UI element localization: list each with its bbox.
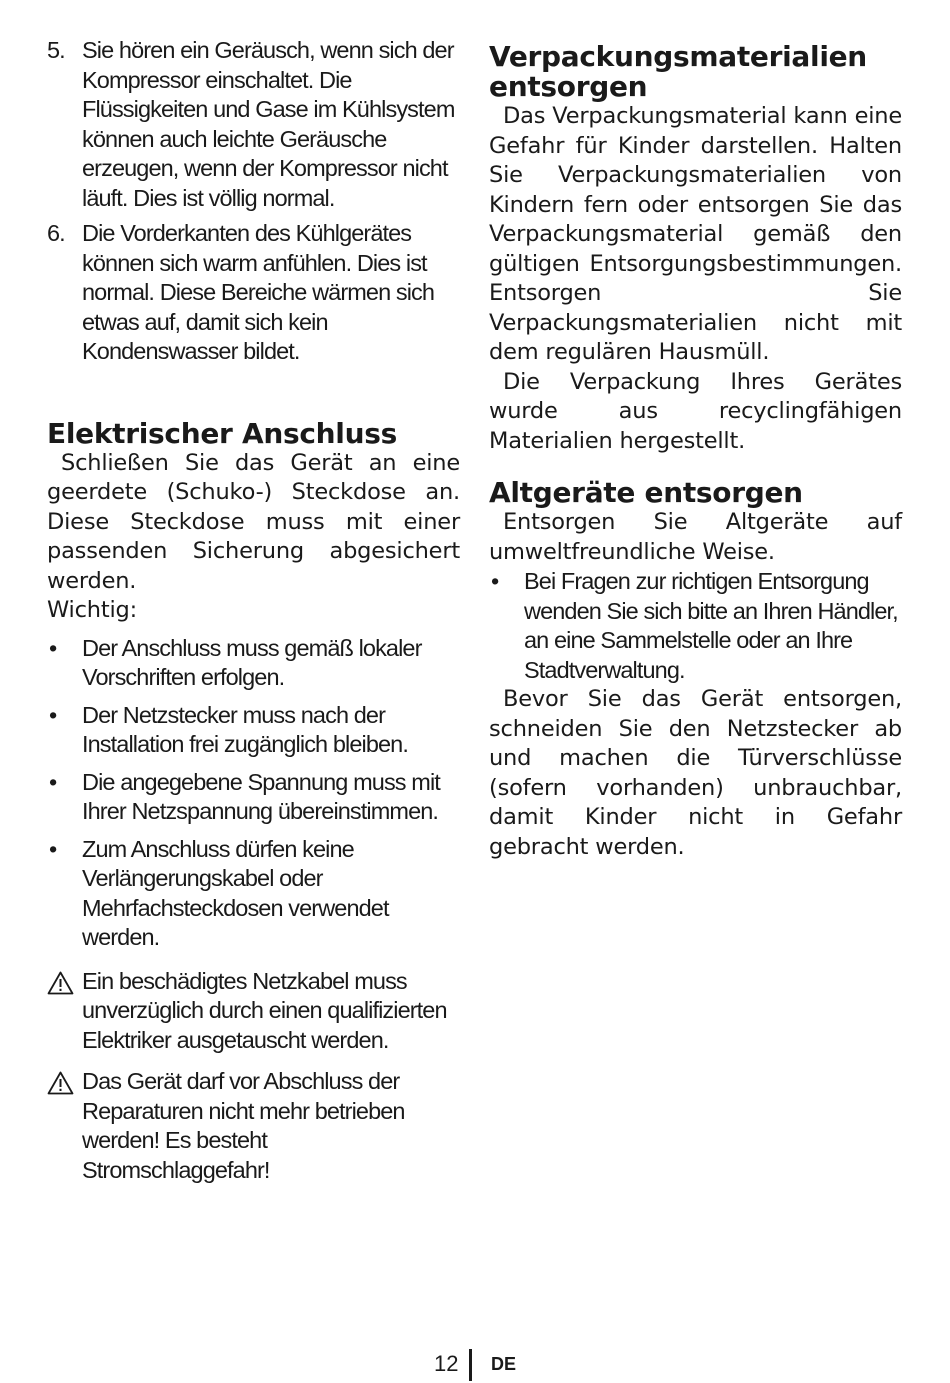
left-column <box>47 36 460 1185</box>
recycling-paragraph: Die Verpackung Ihres Gerätes wurde aus recyclingfähigen Materialien hergestellt. <box>489 368 902 454</box>
list-item-text: Zum Anschluss dürfen keine Verlängerungskabel oder Mehrfachsteckdosen verwendet werden. <box>82 835 389 950</box>
warning-note <box>47 967 460 1056</box>
bullet-icon: • <box>49 835 57 862</box>
list-item-text: Der Netzstecker muss nach der Installation frei zugänglich bleiben. <box>82 701 408 757</box>
list-item-text: Bei Fragen zur richtigen Entsorgung wenden Sie sich bitte an Ihren Händler, an eine Sammelstelle oder an Ihre Stadtverwaltung. <box>524 568 898 683</box>
bullet-icon: • <box>49 634 57 661</box>
list-item-text: Die angegebene Spannung muss mit Ihrer Netzspannung übereinstimmen. <box>82 768 440 824</box>
page-number: 12 <box>434 1351 459 1376</box>
section-heading-packaging: Verpackungsmaterialien entsorgen <box>489 40 867 103</box>
list-item <box>47 835 460 953</box>
warning-text: Das Gerät darf vor Abschluss der Reparaturen nicht mehr betrieben werden! Es besteht Stromschlaggefahr! <box>82 1068 405 1183</box>
list-item <box>47 768 460 827</box>
bullet-icon: • <box>49 701 57 728</box>
warning-triangle-icon <box>47 971 74 995</box>
bullet-icon: • <box>491 568 499 594</box>
list-item <box>47 701 460 760</box>
list-number: 5. <box>47 37 65 63</box>
list-item <box>47 36 460 213</box>
section-heading-electrical: Elektrischer Anschluss <box>47 416 397 450</box>
numbered-list <box>47 36 460 367</box>
packaging-paragraph: Das Verpackungsmaterial kann eine Gefahr für Kinder darstellen. Halten Sie Verpackungsmaterialien von Kindern fern oder entsorgen Sie das Verpackungsmaterial gemäß den gültigen Entsorgungsbestimmungen. Entsorgen Sie Verpackungsmaterialien nicht mit dem regulären Hausmüll. <box>489 103 902 365</box>
bullet-list <box>47 634 460 953</box>
bullet-list <box>489 567 902 685</box>
right-column <box>489 42 902 862</box>
list-item <box>47 634 460 693</box>
list-item <box>489 567 902 685</box>
important-label: Wichtig: <box>47 597 137 623</box>
disposal-paragraph: Bevor Sie das Gerät entsorgen, schneiden Sie den Netzstecker ab und machen die Türverschlüsse (sofern vorhanden) unbrauchbar, damit Kinder nicht in Gefahr gebracht werden. <box>489 686 902 860</box>
list-number: 6. <box>47 220 65 246</box>
warning-triangle-icon <box>47 1071 74 1095</box>
warning-note <box>47 1067 460 1185</box>
list-item-text: Sie hören ein Geräusch, wenn sich der Kompressor einschaltet. Die Flüssigkeiten und Gase im Kühlsystem können auch leichte Geräusche erzeugen, wenn der Kompressor nicht läuft. Dies ist völlig normal. <box>82 37 455 211</box>
bullet-icon: • <box>49 768 57 795</box>
language-code: DE <box>491 1354 517 1374</box>
footer-divider <box>469 1349 472 1381</box>
disposal-intro: Entsorgen Sie Altgeräte auf umweltfreundliche Weise. <box>489 509 902 565</box>
electrical-intro: Schließen Sie das Gerät an eine geerdete (Schuko-) Steckdose an. Diese Steckdose muss mit einer passenden Sicherung abgesichert werden. <box>47 449 460 594</box>
list-item-text: Die Vorderkanten des Kühlgerätes können sich warm anfühlen. Dies ist normal. Diese Bereiche wärmen sich etwas auf, damit sich kein Kondenswasser bildet. <box>82 220 435 364</box>
section-heading-disposal: Altgeräte entsorgen <box>489 476 803 509</box>
list-item <box>47 219 460 367</box>
warning-text: Ein beschädigtes Netzkabel muss unverzüglich durch einen qualifizierten Elektriker ausgetauscht werden. <box>82 967 447 1053</box>
page-footer <box>0 1349 950 1383</box>
list-item-text: Der Anschluss muss gemäß lokaler Vorschriften erfolgen. <box>82 634 422 690</box>
